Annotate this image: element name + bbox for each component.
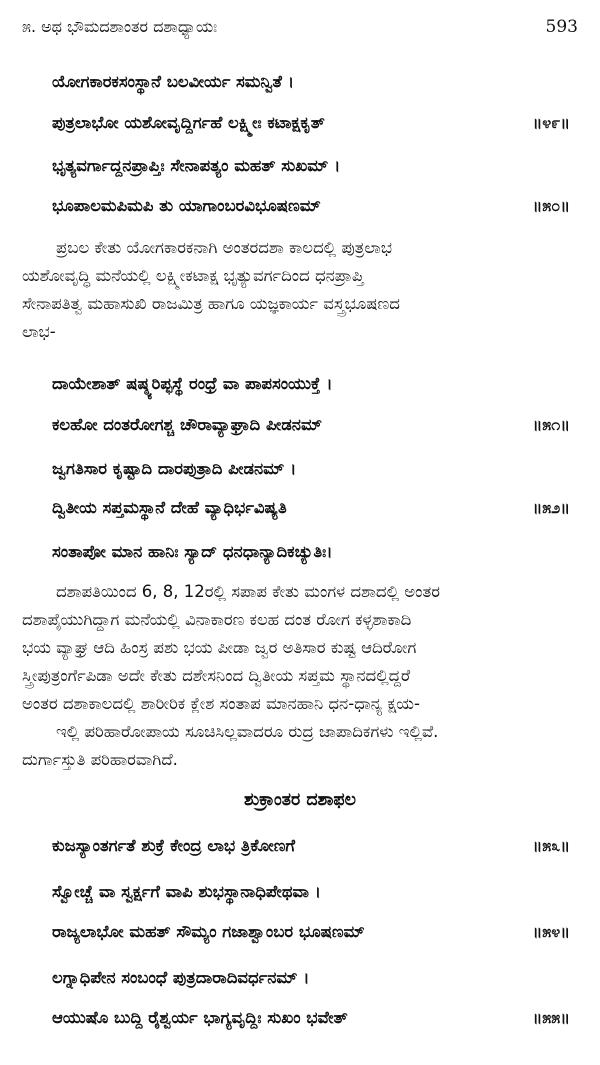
verse-line: ಪುತ್ರಲಾಭೋ ಯಶೋವೃದ್ದಿರ್ಗಹೆ ಲಕ್ಷ್ಮೀಃ ಕಟಾಕ್ಷಕೃತ್ <box>52 113 325 132</box>
prose-line: ಸೇನಾಪತಿತ್ವ ಮಹಾಸುಖಿ ರಾಜಮಿತ್ರ ಹಾಗೂ ಯಜ್ಞಕಾರ್ಯ ವಸ್ತ್ರಭೂಷಣದ <box>22 294 400 313</box>
verse-line: ಕುಜಸ್ಯಾಂತರ್ಗತೆ ಶುಕ್ರೆ ಕೇಂದ್ರ ಲಾಭ ತ್ರಿಕೋಣಗೆ <box>52 836 296 855</box>
verse-line: ಭೂಪಾಲಮಪಿಮಪಿ ತು ಯಾಗಾಂಬರವಿಭೂಷಣಮ್ <box>52 196 321 215</box>
verse-number: ॥೫೪॥ <box>532 922 570 941</box>
prose-line: ದಶಾಪೈಯುಗಿದ್ದಾಗ ಮನೆಯಲ್ಲಿ ವಿನಾಕಾರಣ ಕಲಹ ದಂತ ರೋಗ ಕಳ್ಳಶಾಕಾದಿ <box>22 610 412 629</box>
prose-line: ಲಾಭ- <box>22 322 56 341</box>
verse-line: ಸಂತಾಪೋ ಮಾನ ಹಾನಿಃ ಸ್ಯಾದ್ ಧನಧಾನ್ಯಾದಿಕಚ್ಯುತಿಃ। <box>52 542 333 561</box>
prose-line: ದುರ್ಗಾಸ್ತುತಿ ಪರಿಹಾರವಾಗಿದೆ. <box>22 750 178 769</box>
verse-number: ॥೫೧॥ <box>532 415 570 434</box>
prose-line: ದಶಾಪತಿಯಿಂದ 6, 8, 12ರಲ್ಲಿ ಸಪಾಪ ಕೇತು ಮಂಗಳ ದಶಾದಲ್ಲಿ ಅಂತರ <box>56 582 440 601</box>
verse-line: ಸ್ವೋಚ್ಚೆ ವಾ ಸ್ವರ್ಕ್ಷಗೆ ವಾಪಿ ಶುಭಸ್ಥಾನಾಧಿಪೇಥವಾ । <box>52 882 321 901</box>
verse-line: ಆಯುಷೊ ಬುದ್ದಿ ರೈಶ್ವರ್ಯ ಭಾಗ್ಯವೃದ್ದಿಃ ಸುಖಂ ಭವೇತ್ <box>52 1008 348 1027</box>
page-number: 593 <box>545 17 578 37</box>
running-title: ೫. ಅಥ ಭೌಮದಶಾಂತರ ದಶಾಧ್ಯಾಯಃ <box>22 17 218 36</box>
prose-line: ಇಲ್ಲಿ ಪರಿಹಾರೋಪಾಯ ಸೂಚಿಸಿಲ್ಲವಾದರೂ ರುದ್ರ ಜಾಪಾದಿಕಗಳು ಇಲ್ಲಿವೆ. <box>56 722 439 741</box>
verse-number: ॥೫೩॥ <box>532 836 570 855</box>
verse-number: ॥೫೨॥ <box>532 498 570 517</box>
section-heading: ಶುಕ್ರಾಂತರ ದಶಾಫಲ <box>244 790 356 810</box>
verse-line: ದಾಯೇಶಾತ್ ಷಷ್ಠ್ಯರಿಪ್ಫಸ್ಥೆ ರಂಧ್ರೆ ವಾ ಪಾಪಸಂಯುಕ್ತೆ । <box>52 374 333 393</box>
verse-line: ಕಲಹೋ ದಂತರೋಗಶ್ಚ ಚೌರಾವ್ಯಾಘ್ರಾದಿ ಪೀಡನಮ್ <box>52 415 323 434</box>
verse-line: ದ್ವಿತೀಯ ಸಪ್ತಮಸ್ಥಾನೆ ದೇಹೆ ವ್ಯಾಧಿರ್ಭವಿಷ್ಯತಿ <box>52 498 287 517</box>
verse-line: ಭೃತ್ಯವರ್ಗಾದ್ದನಪ್ರಾಪ್ತಿಃ ಸೇನಾಪತ್ಯಂ ಮಹತ್ ಸುಖಮ್ । <box>52 156 341 175</box>
prose-line: ಸ್ತ್ರೀಪುತ್ರಂರ್ಗೆಪಿಡಾ ಅದೇ ಕೇತು ದಶೇಸನಿಂದ ದ್ವಿತೀಯ ಸಪ್ತಮ ಸ್ಥಾನದಲ್ಲಿದ್ದರೆ <box>22 666 411 685</box>
prose-line: ಪ್ರಬಲ ಕೇತು ಯೋಗಕಾರಕನಾಗಿ ಅಂತರದಶಾ ಕಾಲದಲ್ಲಿ ಪುತ್ರಲಾಭ <box>56 238 393 257</box>
verse-number: ॥೪೯॥ <box>532 113 570 132</box>
verse-number: ॥೫೦॥ <box>532 196 570 215</box>
page-header <box>22 14 578 40</box>
prose-line: ಭಯ ವ್ಯಾಘ್ರ ಆದಿ ಹಿಂಸ್ರ ಪಶು ಭಯ ಪೀಡಾ ಜ್ವರ ಅತಿಸಾರ ಕುಷ್ಟ ಆದಿರೋಗ <box>22 638 417 657</box>
verse-line: ಯೋಗಕಾರಕಸಂಸ್ಥಾನೆ ಬಲವೀರ್ಯ ಸಮನ್ವಿತೆ । <box>52 72 294 91</box>
verse-line: ಜ್ವಗತಿಸಾರ ಕೃಷ್ಟಾದಿ ದಾರಪುತ್ರಾದಿ ಪೀಡನಮ್ । <box>52 459 297 478</box>
prose-line: ಯಶೋವೃದ್ಧಿ ಮನೆಯಲ್ಲಿ ಲಕ್ಷ್ಮೀಕಟಾಕ್ಷ ಭೃತ್ಯುವರ್ಗದಿಂದ ಧನಪ್ರಾಪ್ತಿ <box>22 266 364 285</box>
verse-line: ಲಗ್ನಾಧಿಪೇನ ಸಂಬಂಧೆ ಪುತ್ರದಾರಾದಿವರ್ಧನಮ್ । <box>52 968 310 987</box>
verse-number: ॥೫೫॥ <box>532 1008 570 1027</box>
prose-line: ಅಂತರ ದಶಾಕಾಲದಲ್ಲಿ ಶಾರೀರಿಕ ಕ್ಲೇಶ ಸಂತಾಪ ಮಾನಹಾನಿ ಧನ-ಧಾನ್ಯ ಕ್ಷಯ- <box>22 694 420 713</box>
verse-line: ರಾಜ್ಯಲಾಭೋ ಮಹತ್ ಸೌಮ್ಯಂ ಗಜಾಶ್ವಾಂಬರ ಭೂಷಣಮ್ <box>52 922 365 941</box>
